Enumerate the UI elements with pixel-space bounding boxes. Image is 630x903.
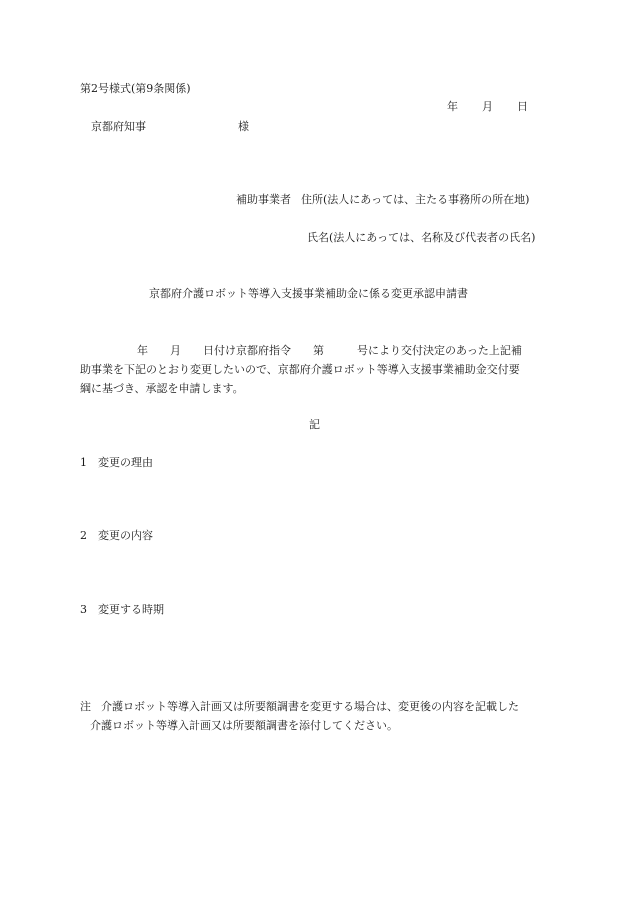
applicant-name: 氏名(法人にあっては、名称及び代表者の氏名): [307, 231, 536, 244]
item-change-reason: [80, 457, 153, 468]
item-label: 変更の理由: [98, 456, 153, 469]
note-label: 注: [80, 700, 91, 713]
item-change-content: [80, 530, 153, 541]
date-year: 年: [447, 100, 458, 113]
note-text: 介護ロボット等導入計画又は所要額調書を変更する場合は、変更後の内容を記載した: [101, 700, 519, 713]
note-line: [80, 697, 552, 716]
item-change-timing: [80, 604, 164, 615]
date-line: [447, 101, 528, 112]
applicant-address-line: [236, 194, 529, 205]
applicant-role: 補助事業者: [236, 193, 291, 206]
addressee: [91, 121, 249, 132]
date-day: 日: [517, 100, 528, 113]
date-month: 月: [482, 100, 493, 113]
addressee-name: 京都府知事: [91, 120, 146, 133]
item-number: 1: [80, 456, 87, 469]
footnote: [80, 697, 552, 735]
record-heading: 記: [309, 418, 320, 431]
item-number: 2: [80, 529, 87, 542]
body-line: 綱に基づき、承認を申請します。: [80, 382, 244, 395]
document-title: 京都府介護ロボット等導入支援事業補助金に係る変更承認申請書: [149, 287, 468, 300]
body-line: 助事業を下記のとおり変更したいので、京都府介護ロボット等導入支援事業補助金交付要: [80, 363, 520, 376]
item-label: 変更の内容: [98, 529, 153, 542]
note-line: 介護ロボット等導入計画又は所要額調書を添付してください。: [90, 719, 398, 732]
body-line: 年 月 日付け京都府指令 第 号により交付決定のあった上記補: [137, 344, 522, 357]
applicant-address: 住所(法人にあっては、主たる事務所の所在地): [301, 193, 530, 206]
item-label: 変更する時期: [98, 603, 164, 616]
item-number: 3: [80, 603, 87, 616]
addressee-honorific: 様: [238, 120, 249, 133]
form-number: 第2号様式(第9条関係): [80, 82, 191, 95]
body-paragraph: [80, 341, 552, 398]
